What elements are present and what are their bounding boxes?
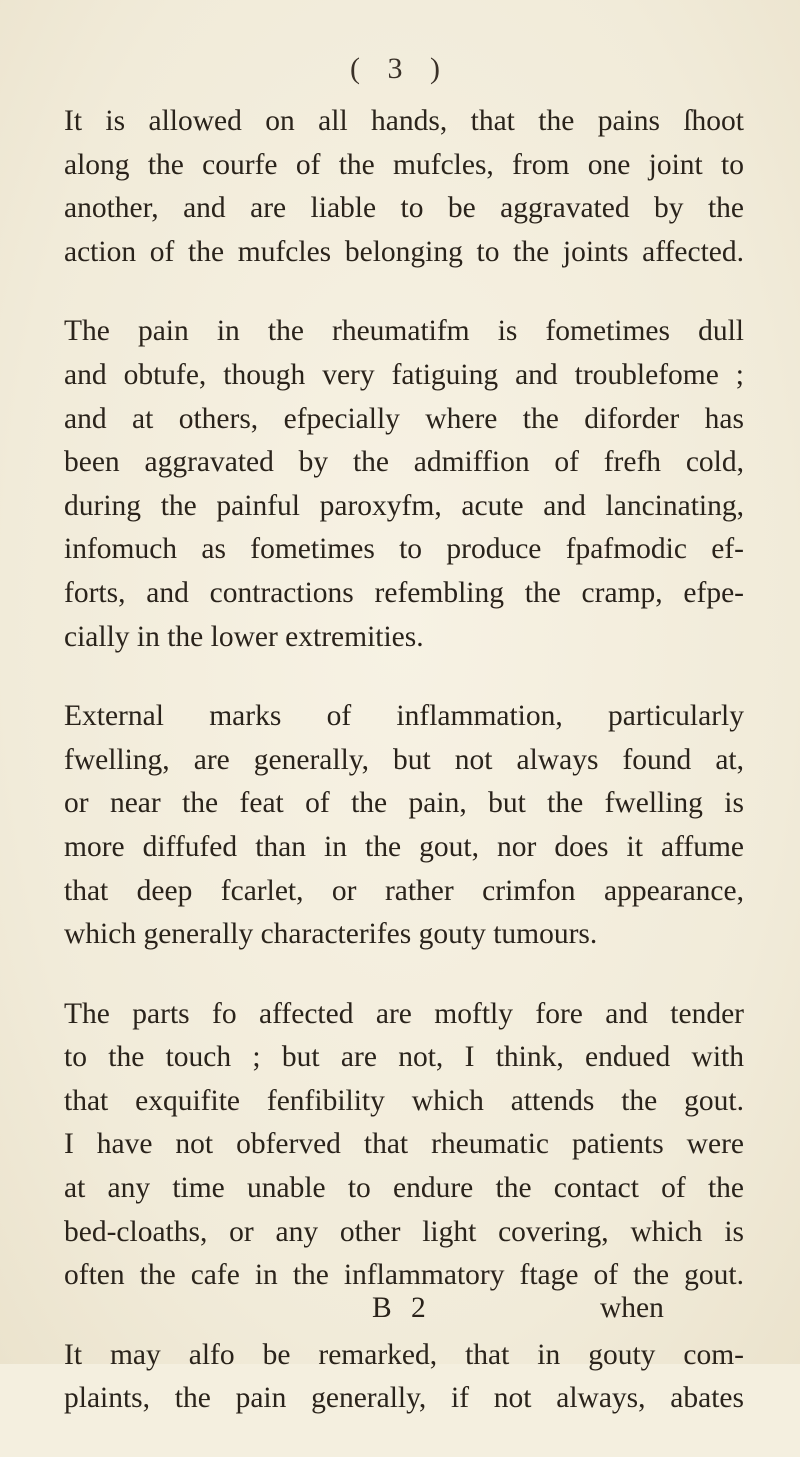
text-line: The pain in the rheumatifm is fometimes dull (64, 315, 744, 348)
paragraph-3 (64, 695, 744, 957)
text-line: action of the mufcles belonging to the joints affected. (64, 235, 744, 268)
text-line: another, and are liable to be aggravated by the (64, 192, 744, 225)
paragraph-1 (64, 100, 744, 274)
paragraph-4 (64, 993, 744, 1298)
page-number: ( 3 ) (350, 52, 450, 85)
text-line: more diffufed than in the gout, nor does it affume (64, 830, 744, 863)
text-line: External marks of inflammation, particularly (64, 700, 744, 733)
text-line: that deep fcarlet, or rather crimfon appearance, (64, 874, 744, 907)
text-line: It is allowed on all hands, that the pains ſhoot (64, 105, 744, 137)
text-line: during the painful paroxyfm, acute and lancinating, (64, 489, 744, 522)
text-line: to the touch ; but are not, I think, endued with (64, 1041, 744, 1074)
text-line: that exquifite fenfibility which attends the gout. (64, 1084, 744, 1117)
text-line: and at others, efpecially where the diforder has (64, 402, 744, 435)
text-line: been aggravated by the admiffion of frefh cold, (64, 446, 744, 479)
catchword: when (600, 1292, 664, 1324)
paragraph-2 (64, 310, 744, 659)
text-line: forts, and contractions refembling the cramp, efpe- (64, 576, 744, 609)
text-line: plaints, the pain generally, if not always, abates (64, 1382, 744, 1415)
text-line: along the courfe of the mufcles, from one joint to (64, 148, 744, 181)
text-line: which generally characterifes gouty tumours. (64, 918, 598, 951)
text-line: or near the feat of the pain, but the fwelling is (64, 787, 744, 820)
text-line: and obtufe, though very fatiguing and troublefome ; (64, 358, 744, 391)
text-line: bed-cloaths, or any other light covering, which is (64, 1215, 744, 1248)
text-line: infomuch as fometimes to produce fpafmodic ef- (64, 533, 744, 566)
text-line: at any time unable to endure the contact of the (64, 1172, 744, 1205)
text-line: I have not obferved that rheumatic patients were (64, 1128, 744, 1161)
body-text (64, 100, 744, 1457)
text-line: It may alfo be remarked, that in gouty com- (64, 1338, 744, 1371)
text-line: The parts fo affected are moftly fore and tender (64, 997, 744, 1030)
text-line: often the cafe in the inflammatory ftage of the gout. (64, 1259, 744, 1292)
paragraph-5 (64, 1334, 744, 1421)
page-footer (0, 1292, 800, 1336)
text-line: fwelling, are generally, but not always found at, (64, 743, 744, 776)
signature-mark: B 2 (372, 1292, 432, 1324)
text-line: cially in the lower extremities. (64, 620, 424, 653)
